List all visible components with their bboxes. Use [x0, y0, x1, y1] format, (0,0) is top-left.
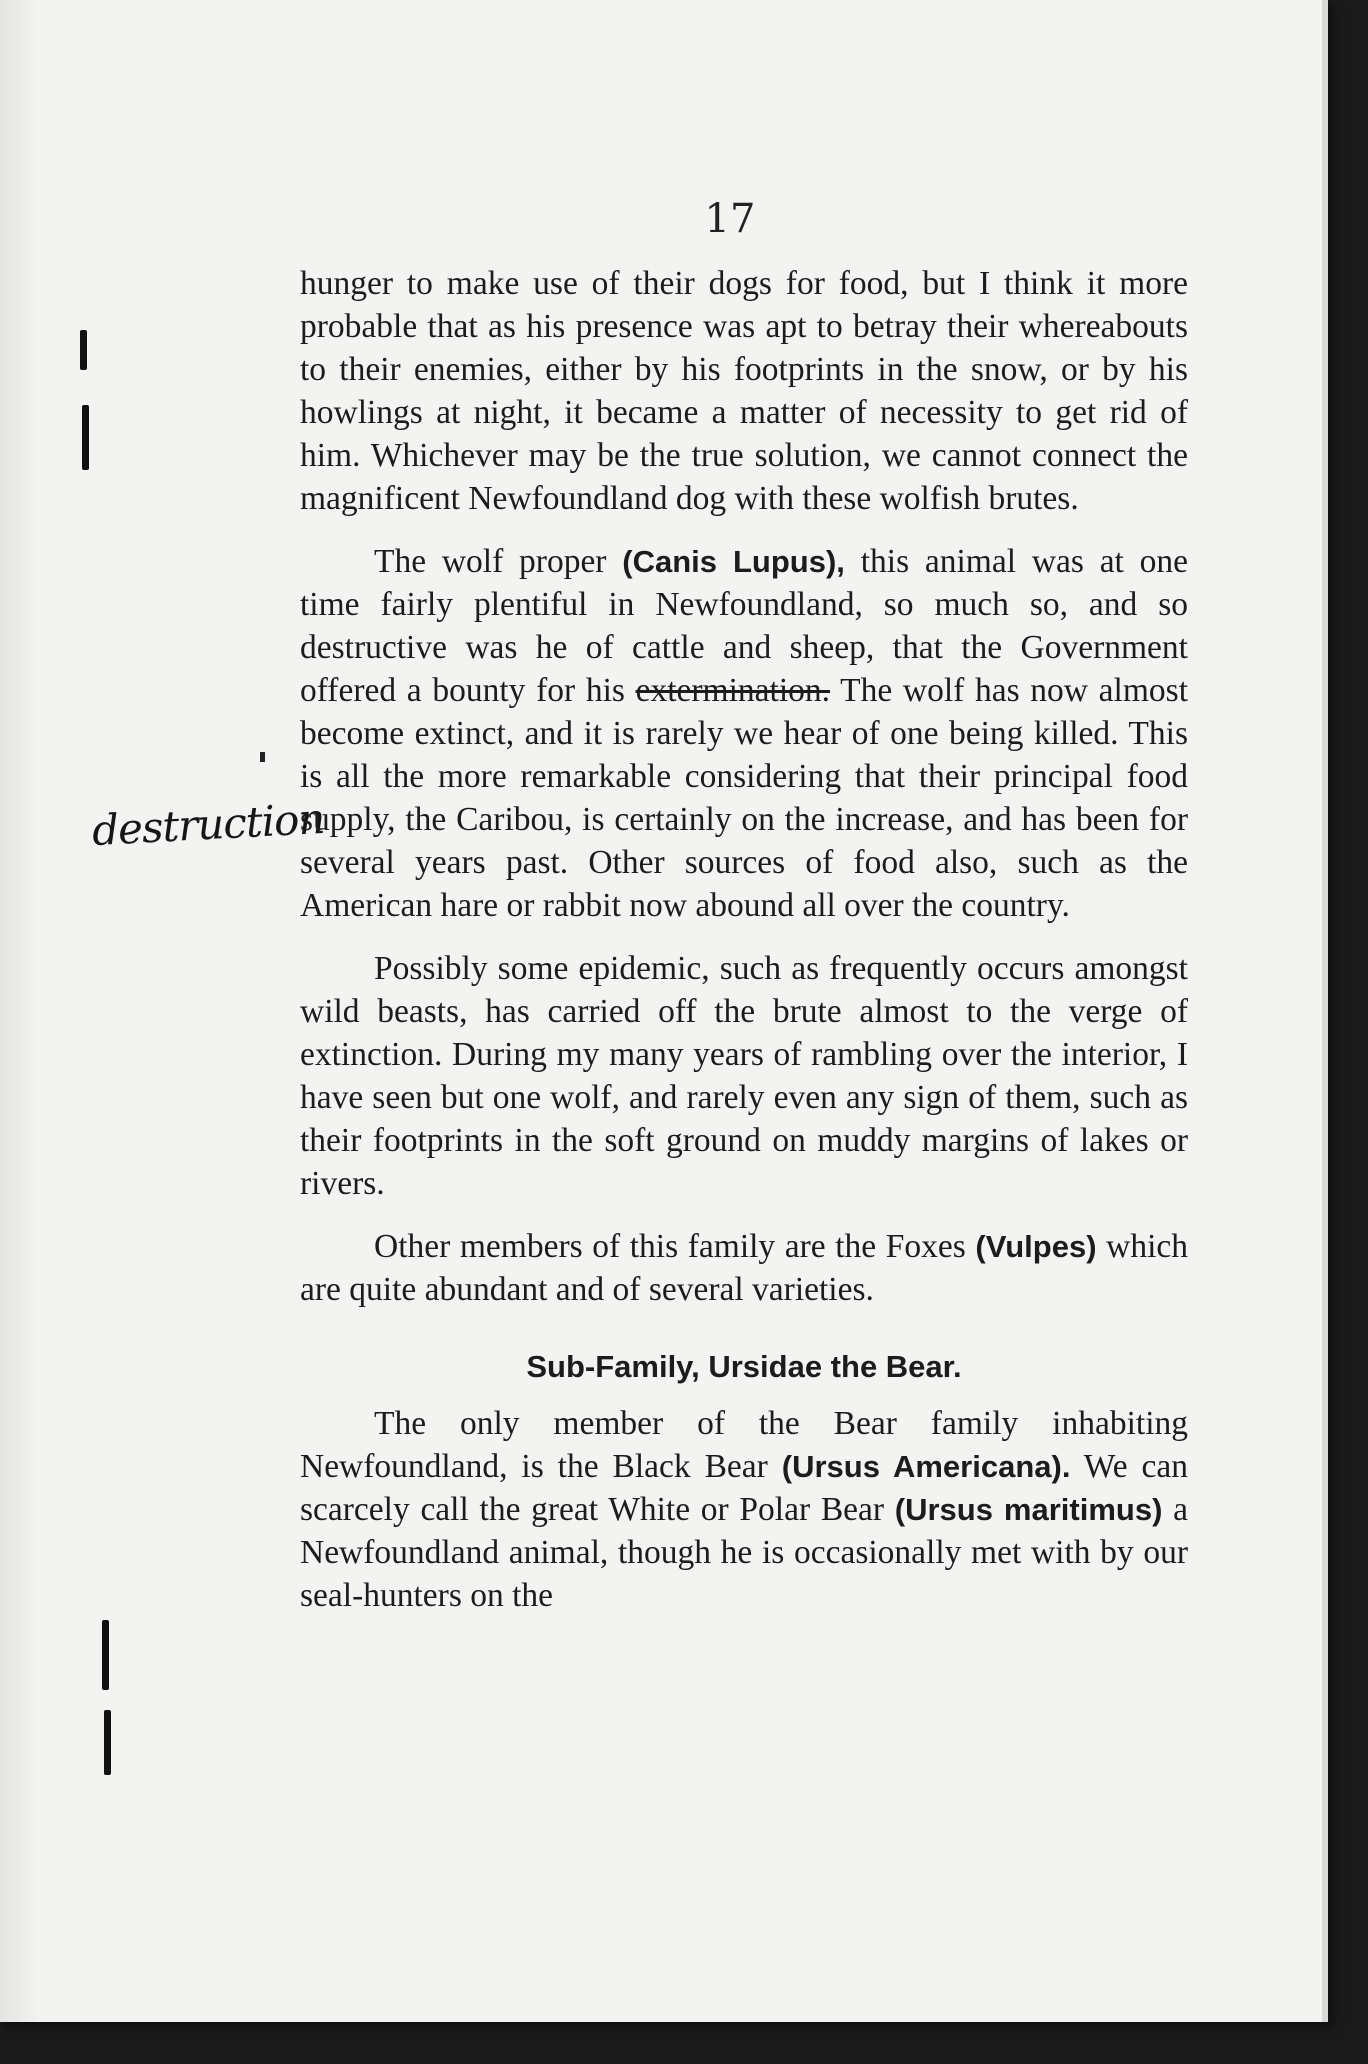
paragraph-2-text-c: The wolf has now almost become extinct, and it is rarely we hear of one being killed. This is all the more remarkable considering that their principal food supply, the Caribou, is certainly on the increase, and has been for several years past. Other sources of food also, such as the American hare or rabbit now abound all over the country. [300, 672, 1188, 924]
latin-name-vulpes: (Vulpes) [975, 1229, 1097, 1264]
page-number: 17 [704, 196, 756, 242]
latin-name-ursus-americana: (Ursus Americana). [781, 1449, 1071, 1484]
margin-mark-1 [80, 330, 87, 370]
latin-name-ursus-maritimus: (Ursus maritimus) [894, 1492, 1163, 1527]
paragraph-2 [300, 540, 1188, 927]
paragraph-5-text-a: The only member of the Bear family inhabiting Newfoundland, is the Black Bear [300, 1405, 1188, 1485]
paragraph-5-text-b: We can scarcely call the great White or Polar Bear [300, 1448, 1188, 1528]
paragraph-4 [300, 1225, 1188, 1311]
margin-mark-2 [82, 405, 89, 470]
handwritten-margin-note: destruction [90, 793, 326, 856]
body-text [300, 262, 1188, 1617]
margin-mark-3 [102, 1620, 109, 1690]
paragraph-3: Possibly some epidemic, such as frequently occurs amongst wild beasts, has carried off the brute almost to the verge of extinction. During my many years of rambling over the interior, I have seen but one wolf, and rarely even any sign of them, such as their footprints in the soft ground on muddy margins of lakes or rivers. [300, 950, 1188, 1202]
paragraph-5 [300, 1402, 1188, 1617]
paragraph-4-text-b: which are quite abundant and of several varieties. [300, 1228, 1188, 1308]
margin-mark-4 [104, 1710, 111, 1775]
paragraph-4-text-a: Other members of this family are the Foxes [374, 1228, 976, 1265]
margin-tick [260, 752, 265, 762]
struck-word: extermination. [635, 672, 831, 709]
paragraph-5-text-c: a Newfoundland animal, though he is occasionally met with by our seal-hunters on the [300, 1491, 1189, 1614]
latin-name-canis-lupus: (Canis Lupus), [622, 544, 845, 579]
paragraph-2-text-a: The wolf proper [374, 543, 623, 580]
section-heading: Sub-Family, Ursidae the Bear. [526, 1349, 962, 1384]
page-gutter-shadow [0, 0, 40, 2022]
paragraph-2-text-b: this animal was at one time fairly plentiful in Newfoundland, so much so, and so destructive was he of cattle and sheep, that the Government offered a bounty for his [300, 543, 1189, 709]
paragraph-1: hunger to make use of their dogs for food, but I think it more probable that as his presence was apt to betray their whereabouts to their enemies, either by his footprints in the snow, or by his howlings at night, it became a matter of necessity to get rid of him. Whichever may be the true solution, we cannot connect the magnificent Newfoundland dog with these wolfish brutes. [300, 265, 1188, 517]
